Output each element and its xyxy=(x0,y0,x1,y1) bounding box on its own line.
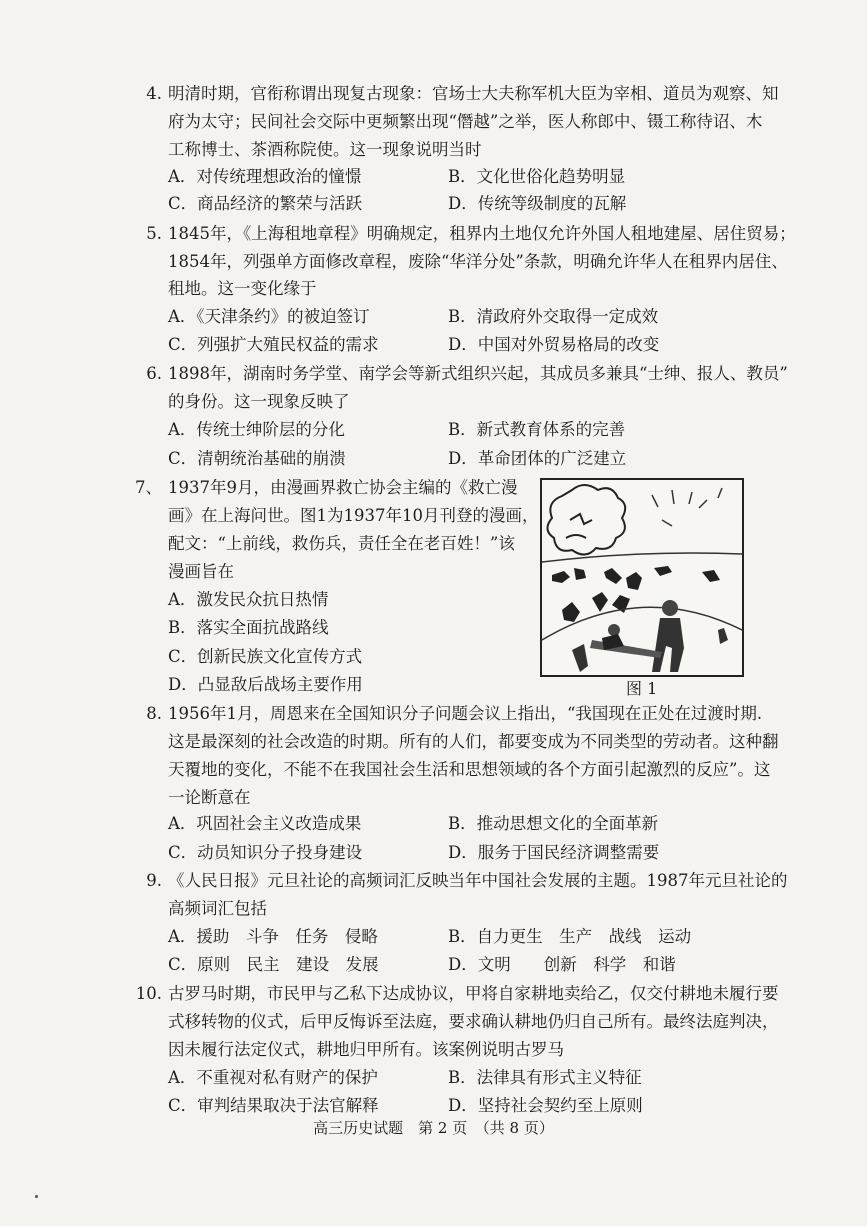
question-stem-line: 《人民日报》元旦社论的高频词汇反映当年中国社会发展的主题。1987年元旦社论的 xyxy=(168,871,788,890)
question-stem-line: 配文：“上前线，救伤兵，责任全在老百姓！”该 xyxy=(168,534,515,553)
question-stem-line: 天覆地的变化，不能不在我国社会生活和思想领域的各个方面引起激烈的反应”。这 xyxy=(168,760,771,779)
option-d: D．凸显敌后战场主要作用 xyxy=(168,675,363,694)
soldier-figures xyxy=(718,628,728,644)
question-stem-line: 1956年1月，周恩来在全国知识分子问题会议上指出，“我国现在正处在过渡时期. xyxy=(168,704,763,723)
option-d: D．文明 创新 科学 和谐 xyxy=(448,955,676,974)
option-c: C．审判结果取决于法官解释 xyxy=(168,1096,379,1115)
figure-caption: 图 1 xyxy=(626,679,658,698)
option-c: C．列强扩大殖民权益的需求 xyxy=(168,335,379,354)
question-stem-line: 一论断意在 xyxy=(168,788,251,807)
explosion-detail xyxy=(570,514,592,524)
option-a: A．巩固社会主义改造成果 xyxy=(168,814,362,833)
question-stem-line: 的身份。这一现象反映了 xyxy=(168,392,350,411)
question-stem-line: 古罗马时期，市民甲与乙私下达成协议，甲将自家耕地卖给乙，仅交付耕地未履行要 xyxy=(168,984,779,1003)
question-stem-line: 式移转物的仪式，后甲反悔诉至法庭，要求确认耕地仍归自己所有。最终法庭判决， xyxy=(168,1012,779,1031)
option-b: B．落实全面抗战路线 xyxy=(168,618,329,637)
question-stem-line: 因未履行法定仪式，耕地归甲所有。该案例说明古罗马 xyxy=(168,1040,564,1059)
option-a: A．《天津条约》的被迫签订 xyxy=(168,307,370,326)
option-a: A．激发民众抗日热情 xyxy=(168,590,329,609)
question-number: 5. xyxy=(146,224,162,243)
question-stem-line: 高频词汇包括 xyxy=(168,899,267,918)
option-d: D．服务于国民经济调整需要 xyxy=(448,843,660,862)
option-c: C．动员知识分子投身建设 xyxy=(168,843,363,862)
question-stem-line: 工称博士、茶酒称院使。这一现象说明当时 xyxy=(168,140,482,159)
question-number: 7、 xyxy=(135,478,162,497)
option-d: D．传统等级制度的瓦解 xyxy=(448,194,627,213)
option-c: C．清朝统治基础的崩溃 xyxy=(168,449,346,468)
cartoon-figure xyxy=(540,478,744,677)
option-a: A．对传统理想政治的憧憬 xyxy=(168,167,362,186)
stretcher-bearers xyxy=(572,600,684,672)
question-number: 9. xyxy=(146,871,162,890)
option-d: D．革命团体的广泛建立 xyxy=(448,449,627,468)
question-number: 6. xyxy=(146,364,162,383)
option-b: B．新式教育体系的完善 xyxy=(448,420,626,439)
option-b: B．自力更生 生产 战线 运动 xyxy=(448,927,692,946)
question-stem-line: 1845年，《上海租地章程》明确规定，租界内土地仅允许外国人租地建屋、居住贸易； xyxy=(168,224,796,243)
question-number: 4. xyxy=(146,84,162,103)
option-d: D．坚持社会契约至上原则 xyxy=(448,1096,643,1115)
cartoon-illustration xyxy=(542,480,742,675)
explosion-detail xyxy=(566,535,586,538)
question-stem-line: 漫画旨在 xyxy=(168,562,234,581)
question-stem-line: 这是最深刻的社会改造的时期。所有的人们，都要变成为不同类型的劳动者。这种翻 xyxy=(168,732,779,751)
horizon-line xyxy=(542,553,742,562)
explosion-cloud xyxy=(547,485,625,555)
option-b: B．文化世俗化趋势明显 xyxy=(448,167,626,186)
option-b: B．法律具有形式主义特征 xyxy=(448,1068,642,1087)
option-b: B．推动思想文化的全面革新 xyxy=(448,814,659,833)
scan-speck xyxy=(35,1195,38,1198)
explosion-rays xyxy=(652,488,722,526)
question-number: 10. xyxy=(135,984,162,1003)
question-stem-line: 1854年，列强单方面修改章程，废除“华洋分处”条款，明确允许华人在租界内居住、 xyxy=(168,252,788,271)
question-stem-line: 府为太守；民间社会交际中更频繁出现“僭越”之举，医人称郎中、镊工称待诏、木 xyxy=(168,112,763,131)
option-b: B．清政府外交取得一定成效 xyxy=(448,307,659,326)
question-stem-line: 1898年，湖南时务学堂、南学会等新式组织兴起，其成员多兼具“士绅、报人、教员” xyxy=(168,364,788,383)
page-footer: 高三历史试题 第 2 页 （共 8 页） xyxy=(313,1119,554,1137)
question-number: 8. xyxy=(146,704,162,723)
option-a: A．不重视对私有财产的保护 xyxy=(168,1068,378,1087)
question-stem-line: 租地。这一变化缘于 xyxy=(168,279,317,298)
option-c: C．商品经济的繁荣与活跃 xyxy=(168,194,363,213)
option-d: D．中国对外贸易格局的改变 xyxy=(448,335,660,354)
soldier-figures xyxy=(552,566,720,622)
question-stem-line: 明清时期，官衔称谓出现复古现象：官场士大夫称军机大臣为宰相、道员为观察、知 xyxy=(168,84,779,103)
option-a: A．传统士绅阶层的分化 xyxy=(168,420,345,439)
question-stem-line: 画》在上海问世。图1为1937年10月刊登的漫画， xyxy=(168,506,539,525)
option-a: A．援助 斗争 任务 侵略 xyxy=(168,927,378,946)
option-c: C．创新民族文化宣传方式 xyxy=(168,647,363,666)
question-stem-line: 1937年9月，由漫画界救亡协会主编的《救亡漫 xyxy=(168,478,518,497)
option-c: C．原则 民主 建设 发展 xyxy=(168,955,379,974)
